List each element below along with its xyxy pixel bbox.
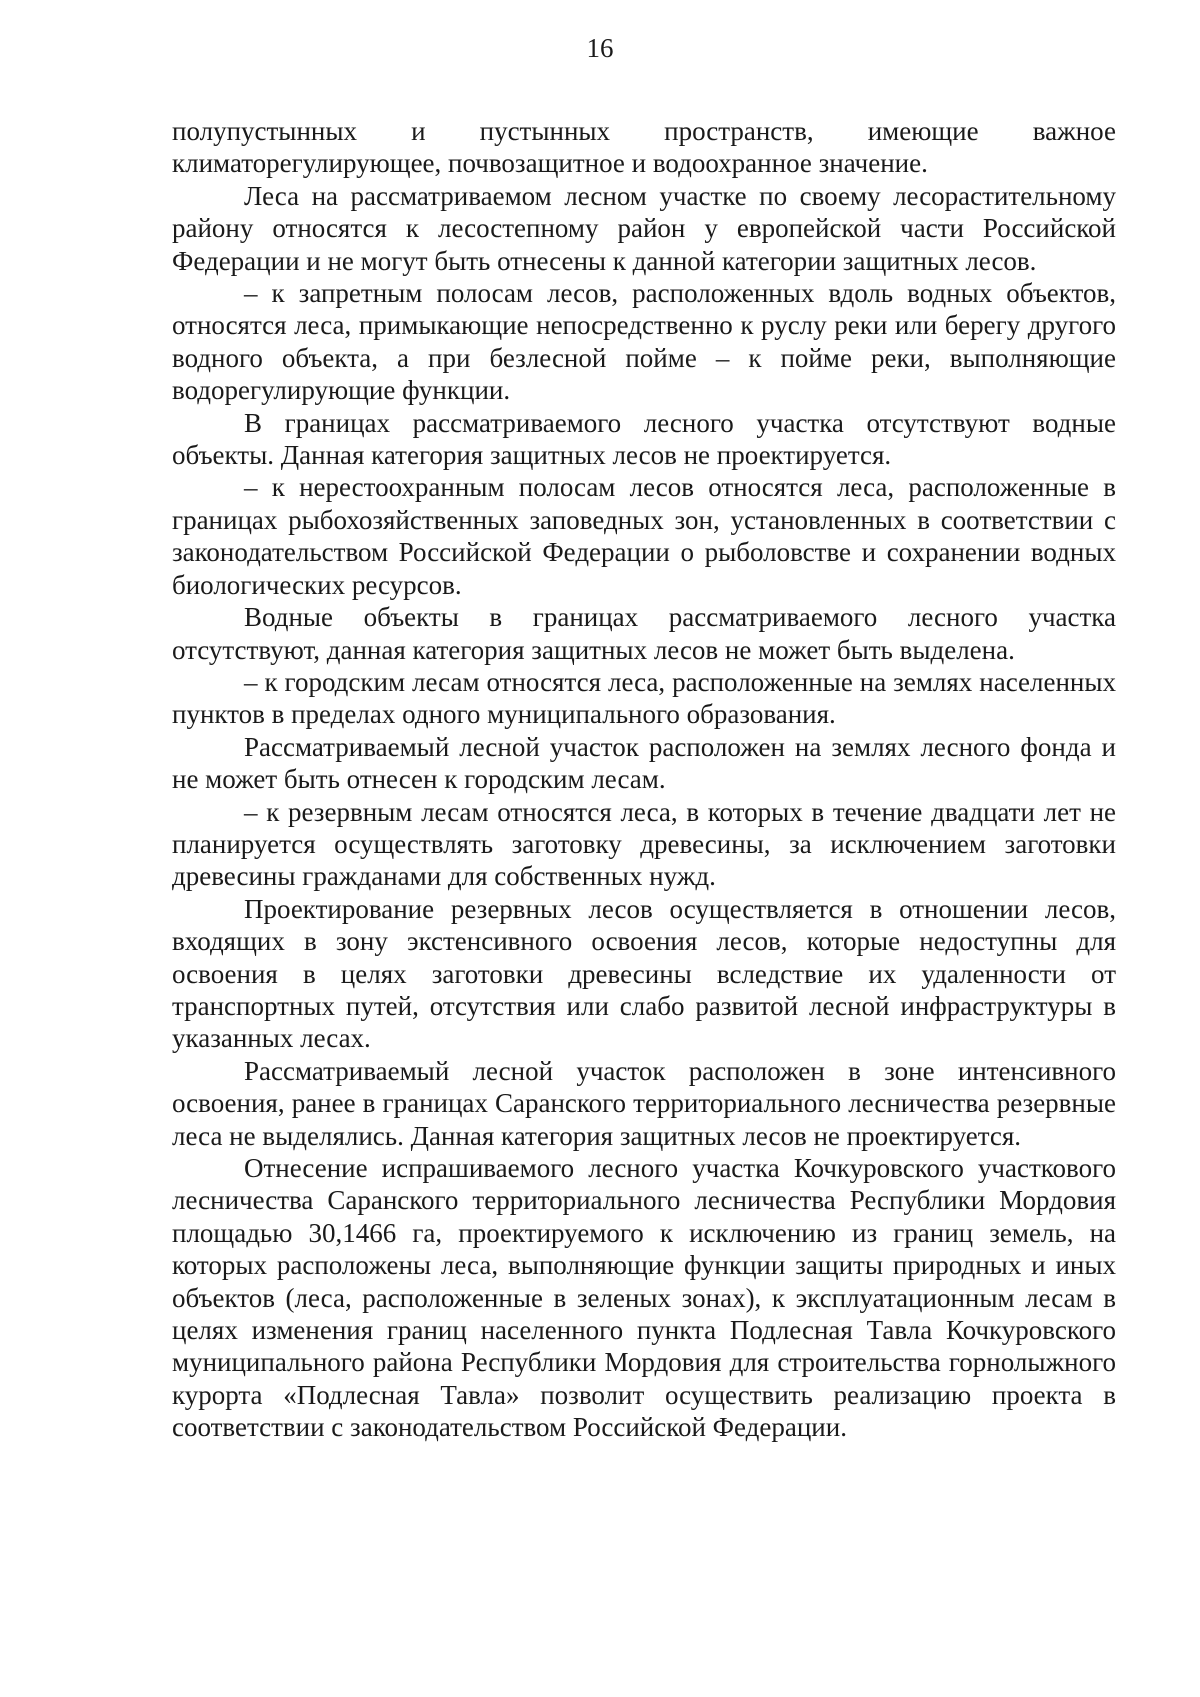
paragraph-city-forests: – к городским лесам относятся леса, расположенные на землях населенных пунктов в пределах одного муниципального образования. xyxy=(172,666,1116,730)
paragraph-intensive-zone: Рассматриваемый лесной участок расположен в зоне интенсивного освоения, ранее в границах Саранского территориального лесничества резервные леса не выделялись. Данная категория защитных лесов не проектируется. xyxy=(172,1055,1116,1151)
document-body xyxy=(172,115,1116,1444)
page-number: 16 xyxy=(586,33,614,63)
paragraph-continued: полупустынных и пустынных пространств, имеющие важное климаторегулирующее, почвозащитное и водоохранное значение. xyxy=(172,116,1116,179)
paragraph-water-absent: Водные объекты в границах рассматриваемого лесного участка отсутствуют, данная категория защитных лесов не может быть выделена. xyxy=(172,602,1116,665)
paragraph-forest-region: Леса на рассматриваемом лесном участке по своему лесорастительному району относятся к лесостепному район у европейской части Российской Федерации и не могут быть отнесены к данной категории защитных лесов. xyxy=(172,180,1116,276)
paragraph-spawning-strips: – к нерестоохранным полосам лесов относятся леса, расположенные в границах рыбохозяйственных заповедных зон, установленных в соответствии с законодательством Российской Федерации о рыболовстве и сохранении водных биологических ресурсов. xyxy=(172,472,1116,600)
paragraph-forest-fund-lands: Рассматриваемый лесной участок расположен на землях лесного фонда и не может быть отнесен к городским лесам. xyxy=(172,731,1116,795)
paragraph-conclusion: Отнесение испрашиваемого лесного участка Кочкуровского участкового лесничества Саранского территориального лесничества Республики Мордовия площадью 30,1466 га, проектируемого к исключению из границ земель, на которых расположены леса, выполняющие функции защиты природных и иных объектов (леса, расположенные в зеленых зонах), к эксплуатационным лесам в целях изменения границ населенного пункта Подлесная Тавла Кочкуровского муниципального района Республики Мордовия для строительства горнолыжного курорта «Подлесная Тавла» позволит осуществить реализацию проекта в соответствии с законодательством Российской Федерации. xyxy=(172,1153,1116,1443)
paragraph-forbidden-strips: – к запретным полосам лесов, расположенных вдоль водных объектов, относятся леса, примыкающие непосредственно к руслу реки или берегу другого водного объекта, а при безлесной пойме – к пойме реки, выполняющие водорегулирующие функции. xyxy=(172,278,1116,406)
paragraph-reserve-forests: – к резервным лесам относятся леса, в которых в течение двадцати лет не планируется осуществлять заготовку древесины, за исключением заготовки древесины гражданами для собственных нужд. xyxy=(172,796,1116,892)
paragraph-reserve-design: Проектирование резервных лесов осуществляется в отношении лесов, входящих в зону экстенсивного освоения лесов, которые недоступны для освоения в целях заготовки древесины вследствие их удаленности от транспортных путей, отсутствия или слабо развитой лесной инфраструктуры в указанных лесах. xyxy=(172,893,1116,1054)
paragraph-no-water-bodies: В границах рассматриваемого лесного участка отсутствуют водные объекты. Данная категория защитных лесов не проектируется. xyxy=(172,407,1116,471)
